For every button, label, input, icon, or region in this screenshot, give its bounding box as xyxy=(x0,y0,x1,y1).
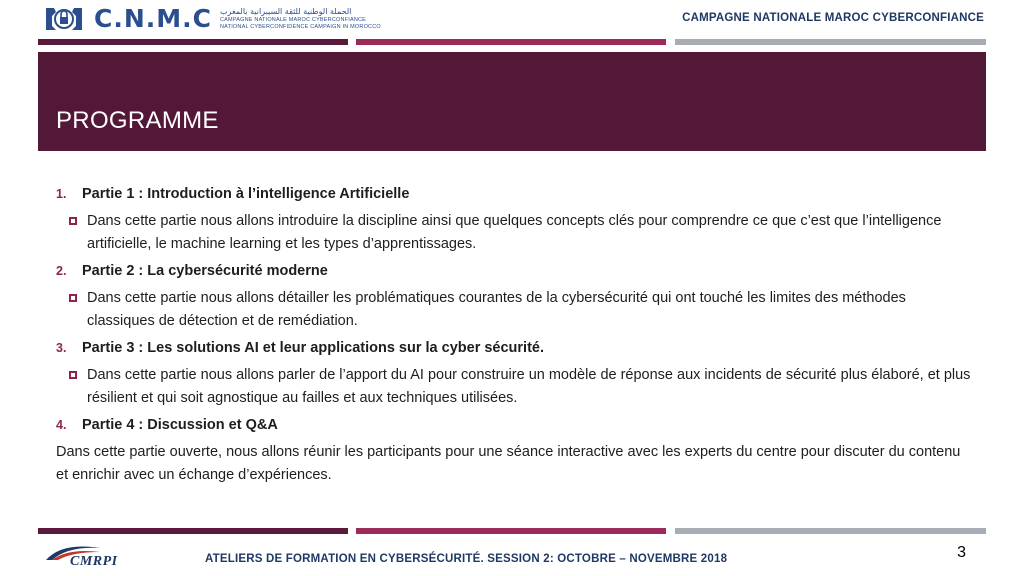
item-description-text: Dans cette partie nous allons parler de l’apport du AI pour construire un modèle de réponse aux incidents de sécurité plus élaboré, et plus résilient et qui soit agnostique au failles et aux techniques utilisées. xyxy=(87,367,971,406)
footer-stripe-gray xyxy=(675,528,986,534)
item-description xyxy=(56,287,976,333)
footer-event-text: ATELIERS DE FORMATION EN CYBERSÉCURITÉ. SESSION 2: OCTOBRE – NOVEMBRE 2018 xyxy=(205,553,728,565)
programme-item xyxy=(56,183,976,206)
item-label: Partie 4 : Discussion et Q&A xyxy=(82,417,278,433)
header-stripe-gray xyxy=(675,39,986,45)
item-number: 1. xyxy=(56,187,67,201)
item-label: Partie 2 : La cybersécurité moderne xyxy=(82,263,328,279)
square-bullet-icon xyxy=(69,217,77,225)
item-number: 4. xyxy=(56,418,67,432)
item-description-text: Dans cette partie nous allons introduire la discipline ainsi que quelques concepts clés pour comprendre ce que c’est que l’intelligence artificielle, le machine learning et les types d’apprentissages. xyxy=(87,213,942,252)
cnmc-logo xyxy=(42,4,381,34)
cmrpi-logo-text: CMRPI xyxy=(70,554,118,569)
item-number: 3. xyxy=(56,341,67,355)
footer-stripe-magenta xyxy=(356,528,666,534)
programme-item xyxy=(56,260,976,283)
logo-name: C.N.M.C xyxy=(94,4,212,33)
header-stripe-dark xyxy=(38,39,348,45)
footer-stripe-dark xyxy=(38,528,348,534)
item-description xyxy=(56,210,976,256)
logo-arabic-text: الحملة الوطنية للثقة السيبرانية بالمغرب xyxy=(220,7,352,16)
square-bullet-icon xyxy=(69,371,77,379)
logo-french-text: CAMPAGNE NATIONALE MAROC CYBERCONFIANCE xyxy=(220,17,367,23)
programme-item xyxy=(56,414,976,437)
page-number: 3 xyxy=(957,544,966,561)
campaign-title: CAMPAGNE NATIONALE MAROC CYBERCONFIANCE xyxy=(682,12,984,24)
logo-english-text: NATIONAL CYBERCONFIDENCE CAMPAIGN IN MOROCCO xyxy=(220,24,381,30)
header-stripe-magenta xyxy=(356,39,666,45)
item-label: Partie 1 : Introduction à l’intelligence Artificielle xyxy=(82,186,410,202)
programme-content xyxy=(56,183,976,487)
item-description-text: Dans cette partie nous allons détailler les problématiques courantes de la cybersécurité qui ont touché les limites des méthodes classiques de détection et de remédiation. xyxy=(87,290,906,329)
title-band xyxy=(38,52,986,151)
slide-title: PROGRAMME xyxy=(56,107,219,134)
item-label: Partie 3 : Les solutions AI et leur applications sur la cyber sécurité. xyxy=(82,340,545,356)
item-description xyxy=(56,364,976,410)
programme-item xyxy=(56,337,976,360)
cnmc-emblem-icon xyxy=(42,4,86,34)
cmrpi-logo xyxy=(42,540,142,574)
item-number: 2. xyxy=(56,264,67,278)
closing-paragraph: Dans cette partie ouverte, nous allons réunir les participants pour une séance interactive avec les experts du centre pour discuter du contenu et enrichir avec un échange d’expériences. xyxy=(56,444,961,483)
square-bullet-icon xyxy=(69,294,77,302)
logo-subtitle xyxy=(220,7,381,31)
